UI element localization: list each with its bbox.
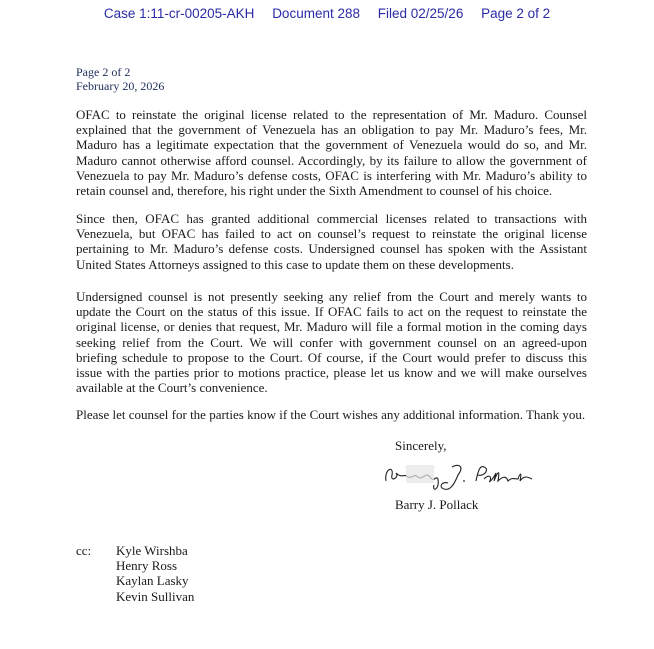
paragraph-3: Undersigned counsel is not presently seeking any relief from the Court and merely wants to update the Court on the status of this issue. If OFAC fails to act on the request to reinstate the original license, or denies that request, Mr. Maduro will file a formal motion in the coming days seeking relief from the Court. We will confer with government counsel on an agreed-upon briefing schedule to propose to the Court. Of course, if the Court would prefer to discuss this issue with the parties prior to motions practice, please let us know and we will make ourselves available at the Court’s convenience.	[76, 289, 587, 396]
signer-name: Barry J. Pollack	[395, 497, 479, 512]
paragraph-4: Please let counsel for the parties know if the Court wishes any additional information. Thank you.	[76, 407, 586, 422]
cc-label: cc:	[76, 543, 92, 558]
closing: Sincerely,	[395, 438, 447, 453]
letter-date: February 20, 2026	[76, 78, 165, 93]
letter-page-header	[76, 66, 164, 93]
filed-date: Filed 02/25/26	[377, 6, 464, 21]
cc-recipient: Henry Ross	[116, 558, 178, 574]
paragraph-2: Since then, OFAC has granted additional commercial licenses related to transactions with Venezuela, but OFAC has failed to act on counsel’s request to reinstate the original license pertaining to Mr. Maduro’s defense costs. Undersigned counsel has spoken with the Assistant United States Attorneys assigned to this case to update them on these developments.	[76, 211, 587, 272]
handwritten-signature	[380, 459, 540, 495]
cc-list	[116, 543, 194, 604]
stamp-page-number: Page 2 of 2	[481, 6, 551, 21]
paragraph-1: OFAC to reinstate the original license related to the representation of Mr. Maduro. Counsel explained that the government of Venezuela has an obligation to pay Mr. Maduro’s fees, Mr. Maduro has a legitimate expectation that the government of Venezuela would do so, and Mr. Maduro cannot otherwise afford counsel. Accordingly, by its failure to allow the government of Venezuela to pay Mr. Maduro’s defense costs, OFAC is interfering with Mr. Maduro’s ability to retain counsel and, therefore, his right under the Sixth Amendment to counsel of his choice.	[76, 107, 587, 199]
ecf-filing-stamp	[0, 6, 654, 21]
cc-recipient: Kaylan Lasky	[116, 573, 189, 589]
document-number: Document 288	[272, 6, 360, 21]
case-number: Case 1:11-cr-00205-AKH	[103, 6, 255, 21]
cc-recipient: Kevin Sullivan	[116, 588, 195, 604]
letter-page-number: Page 2 of 2	[76, 65, 131, 79]
cc-recipient: Kyle Wirshba	[116, 543, 188, 558]
